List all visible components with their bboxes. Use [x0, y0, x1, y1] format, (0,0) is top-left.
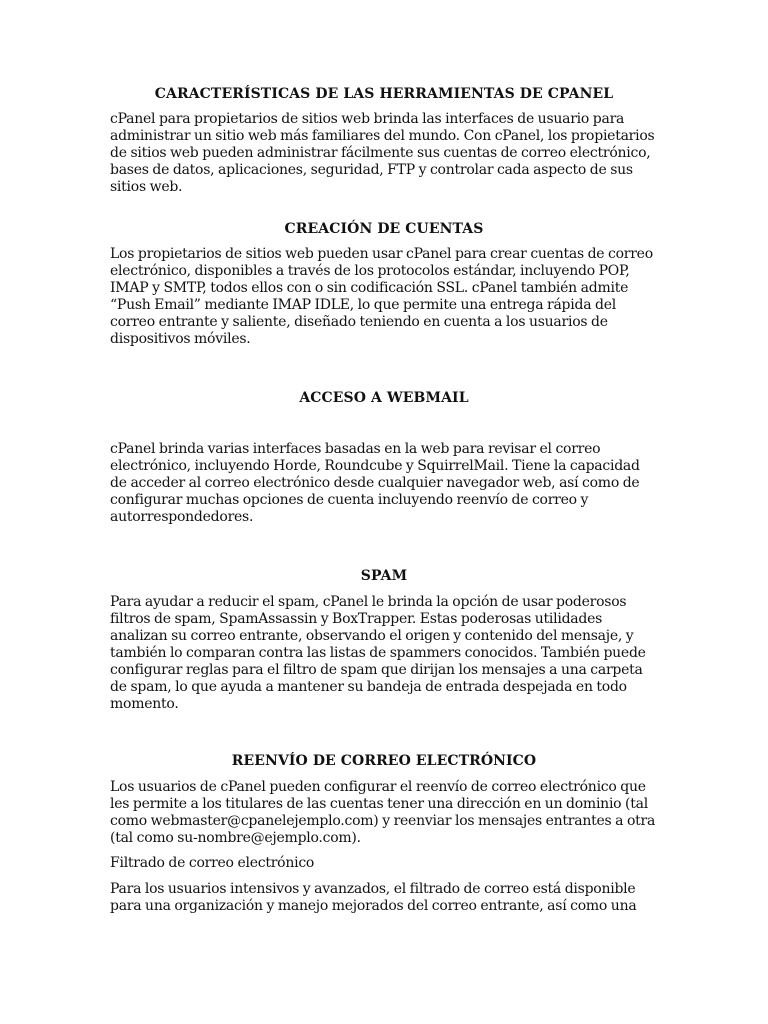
subheading-filtrado-correo: Filtrado de correo electrónico [110, 855, 315, 871]
section-heading-reenvio-correo: REENVÍO DE CORREO ELECTRÓNICO [231, 753, 537, 769]
section-body-acceso-webmail: cPanel brinda varias interfaces basadas en la web para revisar el correo electrónico, incluyendo Horde, Roundcube y SquirrelMail. Tiene la capacidad de acceder al correo electrónico desde cualquier navegador web, así como de configurar muchas opciones de cuenta incluyendo reenvío de correo y autorrespondedores. [110, 441, 640, 525]
intro-paragraph: cPanel para propietarios de sitios web brinda las interfaces de usuario para administrar un sitio web más familiares del mundo. Con cPanel, los propietarios de sitios web pueden administrar fácilmente sus cuentas de correo electrónico, bases de datos, aplicaciones, seguridad, FTP y controlar cada aspecto de sus sitios web. [110, 111, 655, 195]
section-body-reenvio-correo: Los usuarios de cPanel pueden configurar el reenvío de correo electrónico que les permite a los titulares de las cuentas tener una dirección en un dominio (tal como webmaster@cpanelejemplo.com) y reenviar los mensajes entrantes a otra (tal como su-nombre@ejemplo.com). [110, 779, 656, 846]
document-page [110, 0, 658, 1024]
section-heading-acceso-webmail: ACCESO A WEBMAIL [299, 390, 469, 406]
section-body-creacion-cuentas: Los propietarios de sitios web pueden usar cPanel para crear cuentas de correo electrónico, disponibles a través de los protocolos estándar, incluyendo POP, IMAP y SMTP, todos ellos con o sin codificación SSL. cPanel también admite “Push Email” mediante IMAP IDLE, lo que permite una entrega rápida del correo entrante y saliente, diseñado teniendo en cuenta a los usuarios de dispositivos móviles. [110, 246, 653, 347]
section-body-filtrado-correo: Para los usuarios intensivos y avanzados, el filtrado de correo está disponible para una organización y manejo mejorados del correo entrante, así como una [110, 881, 637, 914]
document-title: CARACTERÍSTICAS DE LAS HERRAMIENTAS DE CPANEL [154, 86, 614, 102]
section-heading-creacion-cuentas: CREACIÓN DE CUENTAS [284, 221, 484, 237]
section-heading-spam: SPAM [360, 568, 408, 584]
section-body-spam: Para ayudar a reducir el spam, cPanel le brinda la opción de usar poderosos filtros de spam, SpamAssassin y BoxTrapper. Estas poderosas utilidades analizan su correo entrante, observando el origen y contenido del mensaje, y también lo comparan contra las listas de spammers conocidos. También puede configurar reglas para el filtro de spam que dirijan los mensajes a una carpeta de spam, lo que ayuda a mantener su bandeja de entrada despejada en todo momento. [110, 594, 646, 712]
